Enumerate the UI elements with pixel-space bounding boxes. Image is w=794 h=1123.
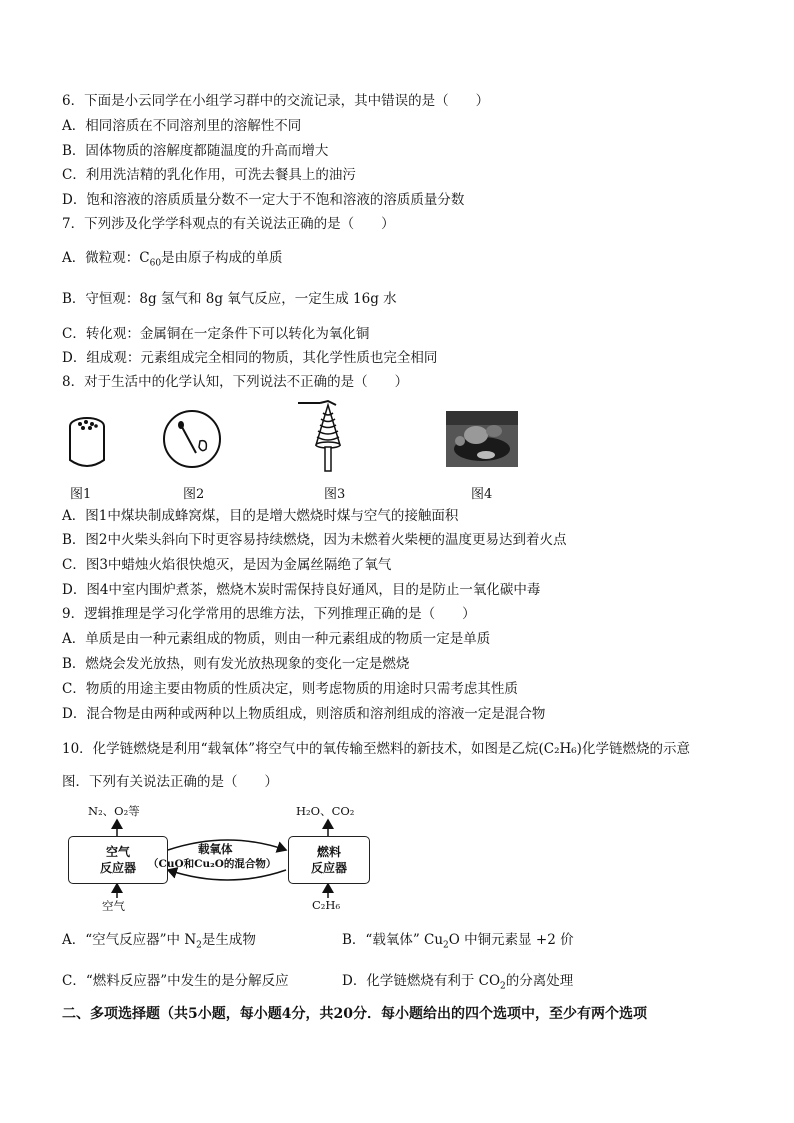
fig3-label: 图3 bbox=[324, 487, 346, 502]
tea-stove-photo bbox=[446, 411, 518, 467]
candle-coil-figure bbox=[296, 399, 360, 475]
q6-option-d: D．饱和溶液的溶质质量分数不一定大于不饱和溶液的溶质质量分数 bbox=[62, 192, 465, 208]
q7-option-d: D．组成观：元素组成完全相同的物质，其化学性质也完全相同 bbox=[62, 350, 438, 366]
q6-stem: 6．下面是小云同学在小组学习群中的交流记录，其中错误的是（ ） bbox=[62, 93, 490, 109]
q9-option-a: A．单质是由一种元素组成的物质，则由一种元素组成的物质一定是单质 bbox=[62, 631, 491, 647]
q9-option-d: D．混合物是由两种或两种以上物质组成，则溶质和溶剂组成的溶液一定是混合物 bbox=[62, 706, 546, 722]
fuel-reactor-label-1: 燃料 bbox=[316, 845, 341, 859]
q10-stem: 10．化学链燃烧是利用“载氧体”将空气中的氧传输至燃料的新技术，如图是乙烷(C₂H₆)化学链燃烧的示意 bbox=[62, 741, 690, 757]
oxygen-carrier-label: 载氧体 bbox=[198, 842, 233, 856]
q6-option-b: B．固体物质的溶解度都随温度的升高而增大 bbox=[62, 143, 329, 159]
q9-stem: 9．逻辑推理是学习化学常用的思维方法，下列推理正确的是（ ） bbox=[62, 606, 476, 622]
fuel-reactor-output-label: H₂O、CO₂ bbox=[296, 804, 355, 818]
q10-option-d: D．化学链燃烧有利于 $CO_2$的分离处理 bbox=[342, 973, 574, 992]
q10-option-b: B．“载氧体” $Cu_2O$ 中铜元素显 +2 价 bbox=[342, 932, 574, 951]
match-figure bbox=[162, 409, 222, 469]
q8-option-d: D．图4中室内围炉煮茶，燃烧木炭时需保持良好通风，目的是防止一氧化碳中毒 bbox=[62, 582, 541, 598]
honeycomb-coal-figure bbox=[66, 414, 108, 470]
q6-option-c: C．利用洗洁精的乳化作用，可洗去餐具上的油污 bbox=[62, 167, 356, 183]
fuel-reactor-box bbox=[288, 836, 370, 884]
q8-option-b: B．图2中火柴头斜向下时更容易持续燃烧，因为未燃着火柴梗的温度更易达到着火点 bbox=[62, 532, 567, 548]
section-2-heading: 二、多项选择题（共5小题，每小题4分，共20分．每小题给出的四个选项中，至少有两个选项 bbox=[62, 1006, 647, 1022]
air-reactor-label-2: 反应器 bbox=[99, 861, 136, 875]
q7-option-b: B．守恒观：8g 氢气和 8g 氧气反应，一定生成 16g 水 bbox=[62, 291, 397, 307]
q10-option-c: C．“燃料反应器”中发生的是分解反应 bbox=[62, 973, 289, 989]
q8-option-c: C．图3中蜡烛火焰很快熄灭，是因为金属丝隔绝了氧气 bbox=[62, 557, 392, 573]
q9-option-c: C．物质的用途主要由物质的性质决定，则考虑物质的用途时只需考虑其性质 bbox=[62, 681, 518, 697]
fig1-label: 图1 bbox=[70, 487, 92, 502]
oxygen-carrier-composition: （CuO和Cu₂O的混合物） bbox=[148, 858, 277, 870]
q10-stem-line2: 图．下列有关说法正确的是（ ） bbox=[62, 774, 278, 790]
q8-option-a: A．图1中煤块制成蜂窝煤，目的是增大燃烧时煤与空气的接触面积 bbox=[62, 508, 459, 524]
q9-option-b: B．燃烧会发光放热，则有发光放热现象的变化一定是燃烧 bbox=[62, 656, 410, 672]
q7-stem: 7．下列涉及化学学科观点的有关说法正确的是（ ） bbox=[62, 216, 395, 232]
q10-option-a: A．“空气反应器”中 $N_2$是生成物 bbox=[62, 932, 256, 951]
q6-option-a: A．相同溶质在不同溶剂里的溶解性不同 bbox=[62, 118, 302, 134]
fig4-label: 图4 bbox=[471, 487, 493, 502]
q7-option-c: C．转化观：金属铜在一定条件下可以转化为氧化铜 bbox=[62, 326, 370, 342]
air-reactor-output-label: N₂、O₂等 bbox=[88, 804, 140, 818]
air-reactor-label-1: 空气 bbox=[105, 845, 130, 859]
fuel-input-label: C₂H₆ bbox=[312, 898, 341, 912]
q8-stem: 8．对于生活中的化学认知，下列说法不正确的是（ ） bbox=[62, 374, 409, 390]
air-input-label: 空气 bbox=[102, 899, 125, 913]
q7-option-a: A．微粒观：$C_{60}$是由原子构成的单质 bbox=[62, 250, 283, 269]
fig2-label: 图2 bbox=[183, 487, 205, 502]
fuel-reactor-label-2: 反应器 bbox=[310, 861, 347, 875]
